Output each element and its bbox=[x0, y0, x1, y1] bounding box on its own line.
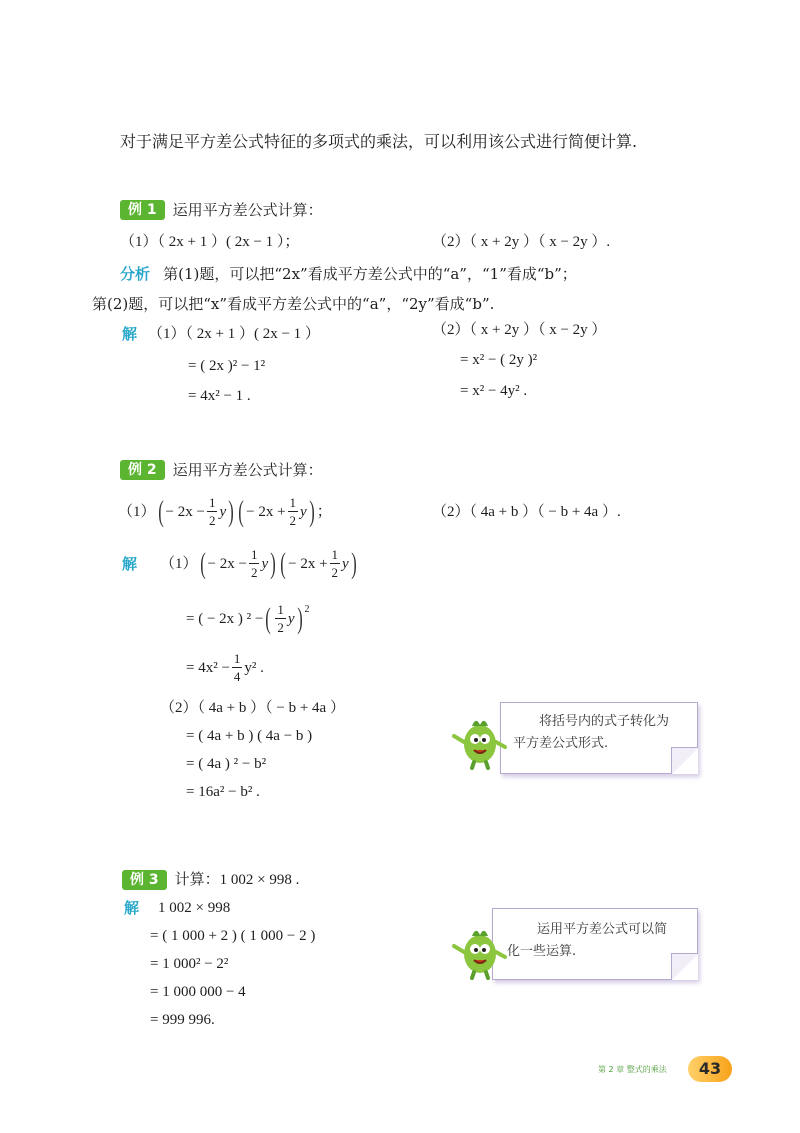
mascot-icon bbox=[450, 712, 508, 770]
expr-part: = ( − 2x ) ² − bbox=[186, 610, 264, 627]
example-2-solution-2-line-2: = ( 4a + b ) ( 4a − b ) bbox=[186, 728, 313, 744]
example-1-solution-2-line-3: = x² − 4y² . bbox=[460, 383, 528, 399]
var-y: y bbox=[300, 503, 307, 520]
example-1-header bbox=[120, 200, 323, 220]
example-3-solution-line-5: = 999 996. bbox=[150, 1012, 215, 1028]
example-1-problem-2: （2）（ x + 2y ）（ x − 2y ）. bbox=[432, 234, 611, 250]
example-3-title: 计算：1 002 × 998 . bbox=[174, 872, 300, 888]
analysis-label: 分析 bbox=[120, 265, 151, 283]
example-1-problem-1: （1）（ 2x + 1 ）( 2x − 1 ）； bbox=[120, 234, 300, 250]
example-1-tag: 例 1 bbox=[120, 200, 165, 220]
expr-part: − 2x − bbox=[165, 503, 205, 520]
example-3-solution-line-2: = ( 1 000 + 2 ) ( 1 000 − 2 ) bbox=[150, 928, 316, 944]
example-2-solution-1-line-1: （1） ( − 2x − $\frac{1}{2}$ y ) ( − 2x + $\frac{1}{2}$ y ) bbox=[160, 546, 357, 580]
example-2-problem-2: （2）（ 4a + b ）（ − b + 4a ）. bbox=[432, 504, 621, 520]
example-1-solution-1-line-1: （1）（ 2x + 1 ）( 2x − 1 ） bbox=[148, 326, 320, 342]
example-3-solution-line-1: 1 002 × 998 bbox=[158, 900, 231, 916]
var-y: y bbox=[342, 555, 349, 572]
fraction-quarter: $\frac{1}{4}$ bbox=[233, 651, 241, 684]
fraction-half: $\frac{1}{2}$ bbox=[289, 495, 297, 528]
example-2-header bbox=[120, 460, 323, 480]
fraction-half: $\frac{1}{2}$ bbox=[250, 547, 258, 580]
tip-note-2-line-1: 运用平方差公式可以简 bbox=[537, 922, 668, 937]
analysis-line-1: 第(1)题，可以把“2x”看成平方差公式中的“a”，“1”看成“b”； bbox=[163, 265, 577, 283]
example-2-solution-2-line-3: = ( 4a ) ² − b² bbox=[186, 756, 267, 772]
example-1-solution-label: 解 bbox=[122, 325, 138, 343]
expr-part: − 2x − bbox=[207, 555, 247, 572]
tip-note-1-line-2: 平方差公式形式. bbox=[513, 736, 609, 751]
problem-index: （1） bbox=[160, 555, 198, 572]
tip-note-2 bbox=[492, 908, 698, 980]
example-3-solution-label: 解 bbox=[124, 899, 140, 917]
example-1-solution-1-line-2: = ( 2x )² − 1² bbox=[188, 358, 266, 374]
expr-part: − 2x + bbox=[246, 503, 286, 520]
example-3-header bbox=[122, 870, 299, 890]
example-2-tag: 例 2 bbox=[120, 460, 165, 480]
var-y: y bbox=[287, 610, 295, 627]
example-2-solution-label: 解 bbox=[122, 555, 138, 573]
example-3-solution-line-4: = 1 000 000 − 4 bbox=[150, 984, 246, 1000]
tip-note-2-line-2: 化一些运算. bbox=[507, 944, 577, 959]
example-3-tag: 例 3 bbox=[122, 870, 167, 890]
analysis-line-2: 第(2)题，可以把“x”看成平方差公式中的“a”，“2y”看成“b”. bbox=[92, 295, 495, 313]
page-fold-decoration bbox=[671, 747, 698, 774]
semicolon: ； bbox=[316, 503, 332, 520]
example-1-title: 运用平方差公式计算： bbox=[172, 201, 323, 219]
intro-text: 对于满足平方差公式特征的多项式的乘法，可以利用该公式进行简便计算. bbox=[120, 132, 638, 151]
expr-part: = 4x² − bbox=[186, 659, 230, 676]
mascot-icon bbox=[450, 922, 508, 980]
example-1-solution-2-line-2: = x² − ( 2y )² bbox=[460, 352, 538, 368]
fraction-half: $\frac{1}{2}$ bbox=[208, 495, 216, 528]
example-2-solution-1-line-2: = ( − 2x ) ² − ( $\frac{1}{2}$ y ) $^2$ bbox=[186, 601, 310, 635]
page-fold-decoration bbox=[671, 953, 698, 980]
example-2-solution-2-line-4: = 16a² − b² . bbox=[186, 784, 260, 800]
expr-part: − 2x + bbox=[288, 555, 328, 572]
fraction-half: $\frac{1}{2}$ bbox=[331, 547, 339, 580]
fraction-half: $\frac{1}{2}$ bbox=[277, 602, 284, 635]
var-y: y bbox=[261, 555, 269, 572]
exponent: 2 bbox=[304, 603, 310, 615]
example-3-solution-line-3: = 1 000² − 2² bbox=[150, 956, 229, 972]
footer-chapter: 第 2 章 整式的乘法 bbox=[598, 1065, 667, 1074]
example-1-solution-1-line-3: = 4x² − 1 . bbox=[188, 388, 251, 404]
example-2-solution-1-line-3 bbox=[186, 652, 264, 683]
tip-note-1 bbox=[500, 702, 698, 774]
example-2-problem-1: （1） ( − 2x − $\frac{1}{2}$ y ) ( − 2x + $\frac{1}{2}$ y ) ； bbox=[118, 494, 332, 528]
tip-note-1-line-1: 将括号内的式子转化为 bbox=[539, 714, 670, 729]
example-1-analysis bbox=[120, 264, 577, 284]
problem-index: （1） bbox=[118, 503, 156, 520]
example-2-solution-2-line-1: （2）（ 4a + b ）（ − b + 4a ） bbox=[160, 700, 345, 716]
var-y: y bbox=[219, 503, 227, 520]
expr-part: y² . bbox=[244, 659, 264, 676]
example-1-solution-2-line-1: （2）（ x + 2y ）（ x − 2y ） bbox=[432, 322, 607, 338]
page-number: 43 bbox=[688, 1056, 732, 1082]
example-2-title: 运用平方差公式计算： bbox=[172, 461, 323, 479]
